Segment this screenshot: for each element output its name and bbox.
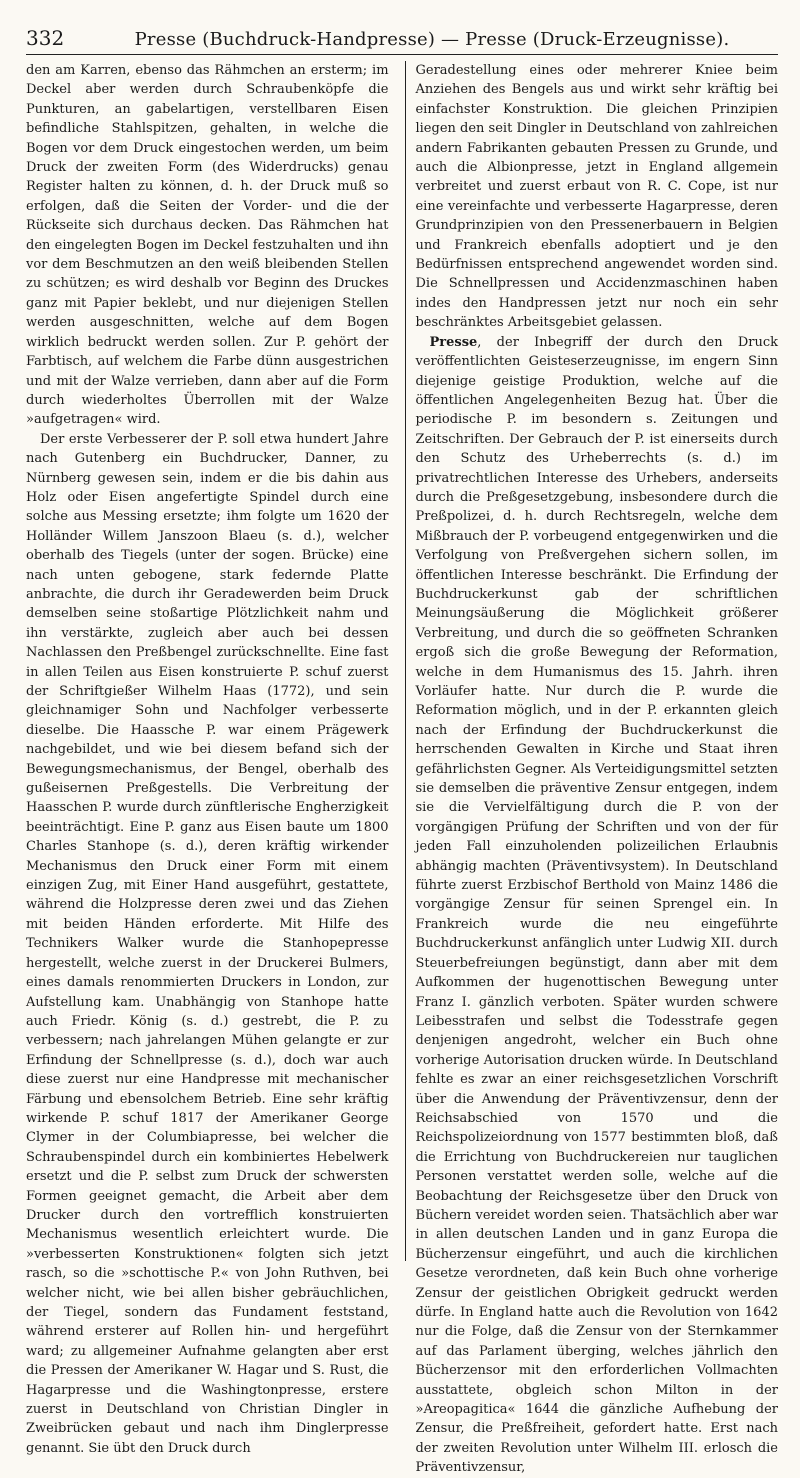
running-title: Presse (Buchdruck-Handpresse) — Presse (Druck-Erzeugnisse). — [134, 29, 730, 50]
entry-headword: Presse — [429, 334, 478, 350]
paragraph: den am Karren, ebenso das Rähmchen an ersterm; im Deckel aber werden durch Schraubenköpfe die Punkturen, an gabelartigen, verstellbaren Eisen befindliche Stahlspitzen, gehalten, in welche die Bogen vor dem Druck eingestochen werden, um beim Druck der zweiten Form (des Widerdrucks) genau Register halten zu können, d. h. der Druck muß so erfolgen, daß die Seiten der Vorder- und die der Rückseite sich durchaus decken. Das Rähmchen hat den eingelegten Bogen im Deckel festzuhalten und ihn vor dem Beschmutzen an den weiß bleibenden Stellen zu schützen; es wird deshalb vor Beginn des Druckes ganz mit Papier beklebt, und nur diejenigen Stellen werden ausgeschnitten, welche auf dem Bogen wirklich bedruckt werden sollen. Zur P. gehört der Farbtisch, auf welchem die Farbe dünn ausgestrichen und mit der Walze verrieben, dann aber auf die Form durch wiederholtes Überrollen mit der Walze »aufgetragen« wird. — [26, 63, 389, 428]
page-header — [26, 26, 778, 55]
paragraph: Der erste Verbesserer der P. soll etwa hundert Jahre nach Gutenberg ein Buchdrucker, Danner, zu Nürnberg gewesen sein, indem er die bis dahin aus Holz oder Eisen angefertigte Spindel durch eine solche aus Messing ersetzte; ihm folgte um 1620 der Holländer Willem Janszoon Blaeu (s. d.), welcher oberhalb des Tiegels (unter der sogen. Brücke) eine nach unten gebogene, stark federnde Platte anbrachte, die durch ihr Geradewerden beim Druck demselben seine stoßartige Plötzlichkeit nahm und ihn verstärkte, zugleich aber auch bei dessen Nachlassen den Preßbengel zurückschnellte. Eine fast in allen Teilen aus Eisen konstruierte P. schuf zuerst der Schriftgießer Wilhelm Haas (1772), und sein gleichnamiger Sohn und Nachfolger verbesserte dieselbe. Die Haassche P. war einem Prägewerk nachgebildet, und wie bei diesem befand sich der Bewegungsmechanismus, der Bengel, oberhalb des gußeisernen Preßgestells. Die Verbreitung der Haasschen P. wurde durch zünftlerische Engherzigkeit beeinträchtigt. Eine P. ganz aus Eisen baute um 1800 Charles Stanhope (s. d.), deren kräftig wirkender Mechanismus den Druck einer Form mit einem einzigen Zug, mit Einer Hand ausgeführt, gestattete, während die Holzpresse deren zwei und das Ziehen mit beiden Händen erforderte. Mit Hilfe des Technikers Walker wurde die Stanhopepresse hergestellt, welche zuerst in der Druckerei Bulmers, eines damals renommierten Druckers in London, zur Aufstellung kam. Unabhängig von Stanhope hatte auch Friedr. König (s. d.) gestrebt, die P. zu verbessern; nach jahrelangen Mühen gelangte er zur Erfindung der Schnellpresse (s. d.), doch war auch diese zuerst nur eine Handpresse mit mechanischer Färbung und ebensolchem Betrieb. Eine sehr kräftig wirkende P. schuf 1817 der Amerikaner George Clymer in der Columbiapresse, bei welcher die Schraubenspindel durch ein kombiniertes Hebelwerk ersetzt und die P. selbst zum Druck der schwersten Formen geeignet gemacht, die Arbeit aber dem Drucker durch den vortrefflich konstruierten Mechanismus wesentlich erleichtert wurde. Die »verbesserten Konstruktionen« folgten sich jetzt rasch, so die »schottische P.« von John Ruthven, bei welcher nicht, wie bei allen bisher gebräuchlichen, der Tiegel, sondern das Fundament feststand, während ersterer auf Rollen hin- und hergeführt ward; zu allgemeiner Aufnahme gelangten aber erst die Pressen der Amerikaner W. Hagar und S. Rust, die Hagarpresse und die Washingtonpresse, erstere zuerst in Deutschland von Christian Dingler in Zweibrücken gebaut und nach ihm Dinglerpresse genannt. Sie übt den Druck durch — [26, 431, 389, 1456]
paragraph: Geradestellung eines oder mehrerer Kniee beim Anziehen des Bengels aus und wirkt sehr kräftig bei einfachster Konstruktion. Die gleichen Prinzipien liegen den seit Dingler in Deutschland von zahlreichen andern Fabrikanten gebauten Pressen zu Grunde, und auch die Albionpresse, jetzt in England allgemein verbreitet und zuerst erbaut von R. C. Cope, ist nur eine vereinfachte und verbesserte Hagarpresse, deren Grundprinzipien von den Pressenerbauern in Belgien und Frankreich ebenfalls adoptiert und je den Bedürfnissen entsprechend angewendet worden sind. Die Schnellpressen und Accidenzmaschinen haben indes den Handpressen jetzt nur noch ein sehr beschränktes Arbeitsgebiet gelassen. — [415, 63, 778, 331]
right-column — [413, 61, 778, 1476]
entry-paragraph — [415, 333, 778, 1478]
entry-text: , der Inbegriff der durch den Druck veröffentlichten Geisteserzeugnisse, im engern Sinn diejenige geistige Produktion, welche auf die öffentlichen Angelegenheiten Bezug hat. Über die periodische P. im besondern s. Zeitungen und Zeitschriften. Der Gebrauch der P. ist einerseits durch den Schutz des Urheberrechts (s. d.) im privatrechtlichen Interesse des Urhebers, anderseits durch die Preßgesetzgebung, insbesondere durch die Preßpolizei, d. h. durch Rechtsregeln, welche dem Mißbrauch der P. vorbeugend entgegenwirken und die Verfolgung von Preßvergehen sichern sollen, im öffentlichen Interesse beschränkt. Die Erfindung der Buchdruckerkunst gab der schriftlichen Meinungsäußerung die Möglichkeit größerer Verbreitung, und durch die so geöffneten Schranken ergoß sich die große Bewegung der Reformation, welche in dem Humanismus des 15. Jahrh. ihren Vorläufer hatte. Nur durch die P. wurde die Reformation möglich, und in der P. erkannten gleich nach der Erfindung der Buchdruckerkunst die herrschenden Gewalten in Kirche und Staat ihren gefährlichsten Gegner. Als Verteidigungsmittel setzten sie demselben die präventive Zensur entgegen, indem sie die Vervielfältigung durch die P. von der vorgängigen Prüfung der Schriften und von der für jeden Fall einzuholenden polizeilichen Erlaubnis abhängig machten (Präventivsystem). In Deutschland führte zuerst Erzbischof Berthold von Mainz 1486 die vorgängige Zensur für seinen Sprengel ein. In Frankreich wurde die neu eingeführte Buchdruckerkunst anfänglich unter Ludwig XII. durch Steuerbefreiungen begünstigt, dann aber mit dem Aufkommen der hugenottischen Bewegung unter Franz I. gänzlich verboten. Später wurden schwere Leibesstrafen und selbst die Todesstrafe gegen denjenigen angedroht, welcher ein Buch ohne vorherige Autorisation drucken würde. In Deutschland fehlte es zwar an einer reichsgesetzlichen Vorschrift über die Anwendung der Präventivzensur, denn der Reichsabschied von 1570 und die Reichspolizeiordnung von 1577 bestimmten bloß, daß die Errichtung von Buchdruckereien nur tauglichen Personen verstattet werden solle, welche auf die Beobachtung der Reichsgesetze über den Druck von Büchern vereidet worden seien. Thatsächlich aber war in allen deutschen Landen und in ganz Europa die Bücherzensur eingeführt, und auch die kirchlichen Gesetze verordneten, daß kein Buch ohne vorherige Zensur der geistlichen Obrigkeit gedruckt werden dürfe. In England hatte auch die Revolution von 1642 nur die Folge, daß die Zensur von der Sternkammer auf das Parlament überging, welches jährlich den Bücherzensor mit den erforderlichen Vollmachten ausstattete, obgleich schon Milton in der »Areopagitica« 1644 die gänzliche Aufhebung der Zensur, die Preßfreiheit, gefordert hatte. Erst nach der zweiten Revolution unter Wilhelm III. erlosch die Präventivzensur, — [415, 334, 778, 1476]
column-divider — [405, 61, 406, 1261]
left-column — [26, 61, 397, 1456]
page-number: 332 — [26, 26, 65, 50]
text-columns — [26, 61, 778, 1476]
